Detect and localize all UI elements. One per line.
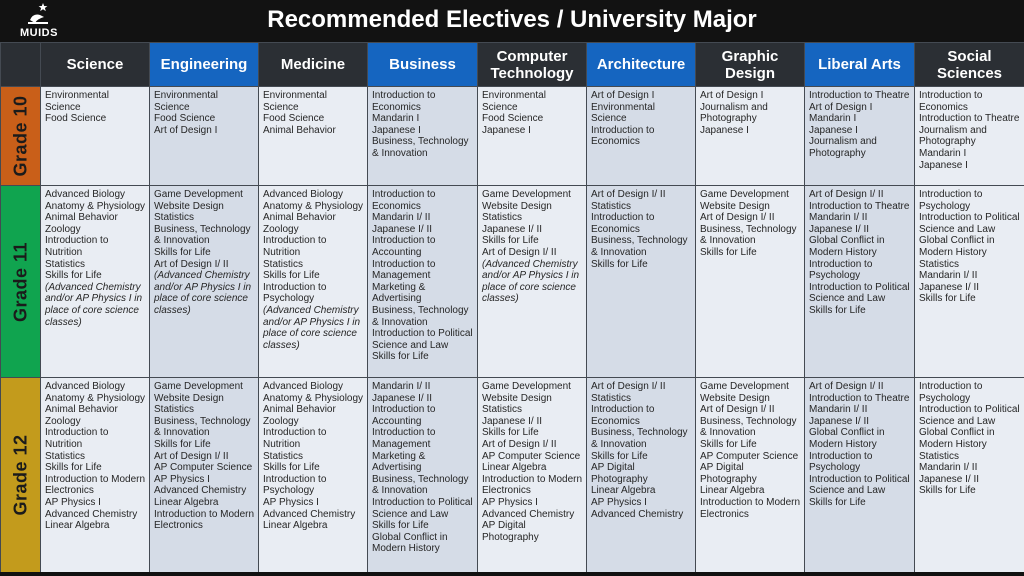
footer-bar xyxy=(0,572,1024,576)
course-item: Statistics xyxy=(482,212,523,224)
course-item: Mandarin I/ II xyxy=(372,212,431,224)
course-item: Statistics xyxy=(482,404,523,416)
course-item: Zoology xyxy=(45,415,81,427)
cell-grade11-architecture xyxy=(587,186,696,378)
course-item: Global Conflict in Modern History xyxy=(372,531,448,555)
cell-grade12-graphic-design xyxy=(696,378,805,573)
course-item: Japanese I xyxy=(919,159,968,171)
course-item: Statistics xyxy=(263,450,304,462)
course-item: Advanced Chemistry xyxy=(154,485,247,497)
course-item: Advanced Chemistry xyxy=(482,508,575,520)
grade-11-text: Grade 11 xyxy=(10,241,30,322)
course-item: Introduction to Management xyxy=(372,427,436,450)
course-item: Business, Technology & Innovation xyxy=(700,223,797,247)
course-item: Art of Design I/ II xyxy=(700,212,775,224)
cell-grade10-medicine xyxy=(259,87,368,186)
course-item: Introduction to Economics xyxy=(919,90,983,113)
course-item: Introduction to Theatre xyxy=(809,392,910,404)
course-item: Business, Technology & Innovation xyxy=(372,304,469,328)
course-item: Introduction to Psychology xyxy=(263,281,327,305)
course-item: Skills for Life xyxy=(263,462,320,474)
course-item: Linear Algebra xyxy=(482,462,547,474)
course-item: Introduction to Nutrition xyxy=(45,427,109,450)
cell-grade12-medicine xyxy=(259,378,368,573)
course-item: Introduction to Management xyxy=(372,258,436,282)
course-item: Website Design xyxy=(482,392,552,404)
course-item: Global Conflict in Modern History xyxy=(809,235,885,258)
cell-grade11-computer-technology xyxy=(478,186,587,378)
course-item: Skills for Life xyxy=(591,258,648,270)
course-item: Business, Technology & Innovation xyxy=(700,415,797,439)
course-item: Skills for Life xyxy=(809,496,866,508)
course-item: Marketing & Advertising xyxy=(372,450,426,474)
course-item: Skills for Life xyxy=(372,520,429,532)
grade-12-text: Grade 12 xyxy=(10,434,30,516)
course-item: Introduction to Economics xyxy=(591,404,655,427)
course-item: Linear Algebra xyxy=(263,520,328,532)
course-item: Game Development xyxy=(154,381,243,392)
course-item: Game Development xyxy=(154,189,243,200)
course-item: AP Physics I xyxy=(482,496,538,508)
course-item: Website Design xyxy=(700,392,770,404)
grade-12-label xyxy=(1,378,41,573)
course-item: Advanced Biology xyxy=(45,189,126,200)
course-item: Art of Design I/ II xyxy=(482,246,557,258)
course-item: Environmental Science xyxy=(482,90,546,113)
column-header-social-sciences: Social Sciences xyxy=(915,43,1024,87)
course-item: Environmental Science xyxy=(591,101,655,125)
course-item: Introduction to Political Science and Law xyxy=(919,404,1020,427)
course-item: Skills for Life xyxy=(45,270,102,282)
course-item: Zoology xyxy=(263,223,299,235)
course-item: Food Science xyxy=(45,113,107,125)
grade-11-label xyxy=(1,186,41,378)
course-item: Art of Design I xyxy=(154,124,218,136)
course-item: Animal Behavior xyxy=(45,212,118,224)
course-item: Advanced Biology xyxy=(263,381,344,392)
column-header-engineering: Engineering xyxy=(150,43,259,87)
course-item: Introduction to Nutrition xyxy=(263,235,327,258)
course-item: Introduction to Psychology xyxy=(263,473,327,497)
course-item: AP Computer Science xyxy=(700,450,799,462)
course-item: Japanese I/ II xyxy=(809,223,870,235)
course-item: Introduction to Economics xyxy=(372,90,436,113)
course-item: Skills for Life xyxy=(154,438,211,450)
column-header-science: Science xyxy=(41,43,150,87)
course-item: Game Development xyxy=(700,189,789,200)
course-item: Marketing & Advertising xyxy=(372,281,426,305)
course-item: Food Science xyxy=(263,113,325,125)
course-item: AP Physics I xyxy=(45,496,101,508)
cell-grade10-architecture xyxy=(587,87,696,186)
course-item: Introduction to Modern Electronics xyxy=(482,473,583,497)
column-header-liberal-arts: Liberal Arts xyxy=(805,43,915,87)
course-item: Animal Behavior xyxy=(45,404,118,416)
grade-10-text: Grade 10 xyxy=(10,95,30,177)
course-item: Japanese I/ II xyxy=(919,281,980,293)
cell-grade12-liberal-arts xyxy=(805,378,915,573)
course-item: Introduction to Modern Electronics xyxy=(45,473,146,497)
course-item: Skills for Life xyxy=(154,246,211,258)
course-item: Introduction to Political Science and Law xyxy=(809,473,910,497)
course-item: Linear Algebra xyxy=(700,485,765,497)
course-item: Skills for Life xyxy=(45,462,102,474)
course-item: Introduction to Political Science and Law xyxy=(372,496,473,520)
course-item: Game Development xyxy=(482,381,571,392)
course-item: Japanese I/ II xyxy=(372,392,433,404)
course-item: Animal Behavior xyxy=(263,404,336,416)
course-item: Business, Technology & Innovation xyxy=(591,427,688,450)
course-item: Skills for Life xyxy=(372,351,429,363)
course-item: Zoology xyxy=(263,415,299,427)
course-item: Mandarin I/ II xyxy=(372,381,431,392)
grade-10-label xyxy=(1,87,41,186)
course-item: Business, Technology & Innovation xyxy=(372,473,469,497)
course-item: Advanced Chemistry xyxy=(263,508,356,520)
page-header xyxy=(0,0,1024,42)
course-item: Global Conflict in Modern History xyxy=(919,235,995,258)
course-item: Statistics xyxy=(591,200,632,212)
cell-grade10-science xyxy=(41,87,150,186)
course-item: Skills for Life xyxy=(482,427,539,439)
course-item: Food Science xyxy=(482,113,544,125)
grade-12-row xyxy=(1,378,1024,573)
course-item: Japanese I/ II xyxy=(809,415,870,427)
cell-grade12-engineering xyxy=(150,378,259,573)
course-item: Statistics xyxy=(45,258,86,270)
course-item: Mandarin I/ II xyxy=(809,404,868,416)
course-item: Business, Technology & Innovation xyxy=(372,136,469,159)
column-header-graphic-design: Graphic Design xyxy=(696,43,805,87)
course-item: Art of Design I/ II xyxy=(809,381,884,392)
course-item: Japanese I xyxy=(809,124,858,136)
course-item: Mandarin I/ II xyxy=(919,462,978,474)
course-item: Anatomy & Physiology xyxy=(45,392,146,404)
course-item: Introduction to Political Science and Law xyxy=(919,212,1020,235)
course-item: Animal Behavior xyxy=(263,212,336,224)
course-item: Art of Design I/ II xyxy=(154,450,229,462)
cell-grade10-social-sciences xyxy=(915,87,1024,186)
cell-grade11-graphic-design xyxy=(696,186,805,378)
course-item: Business, Technology & Innovation xyxy=(154,415,251,439)
course-item: Art of Design I xyxy=(809,101,873,113)
course-item: Introduction to Modern Electronics xyxy=(154,508,255,532)
course-item: Global Conflict in Modern History xyxy=(919,427,995,450)
course-item: Environmental Science xyxy=(154,90,218,113)
cell-grade12-social-sciences xyxy=(915,378,1024,573)
course-item: Anatomy & Physiology xyxy=(45,200,146,212)
course-item: Statistics xyxy=(263,258,304,270)
course-item: Art of Design I xyxy=(591,90,655,101)
cell-grade11-medicine xyxy=(259,186,368,378)
course-item: Website Design xyxy=(154,200,224,212)
course-item: Advanced Biology xyxy=(45,381,126,392)
course-item: Japanese I/ II xyxy=(372,223,433,235)
course-item: Zoology xyxy=(45,223,81,235)
course-item: AP Computer Science xyxy=(482,450,581,462)
course-item: Statistics xyxy=(154,404,195,416)
course-note: (Advanced Chemistry and/or AP Physics I in place of core science classes) xyxy=(45,281,143,328)
course-item: Introduction to Theatre xyxy=(919,113,1020,125)
course-item: Introduction to Accounting xyxy=(372,404,436,427)
course-item: Introduction to Psychology xyxy=(919,189,983,212)
course-item: Journalism and Photography xyxy=(809,136,877,159)
course-item: AP Physics I xyxy=(263,496,319,508)
course-item: Introduction to Modern Electronics xyxy=(700,496,801,520)
course-item: Mandarin I xyxy=(372,113,420,125)
corner-cell xyxy=(1,43,41,87)
grade-11-row xyxy=(1,186,1024,378)
course-item: AP Computer Science xyxy=(154,462,253,474)
course-item: Skills for Life xyxy=(263,270,320,282)
course-item: Introduction to Theatre xyxy=(809,200,910,212)
course-item: Introduction to Psychology xyxy=(809,258,873,282)
course-item: Mandarin I/ II xyxy=(919,270,978,282)
course-item: Advanced Chemistry xyxy=(591,508,684,520)
course-item: Skills for Life xyxy=(809,304,866,316)
course-item: Anatomy & Physiology xyxy=(263,200,364,212)
course-item: Introduction to Political Science and Law xyxy=(372,328,473,351)
course-item: Mandarin I/ II xyxy=(809,212,868,224)
course-item: Japanese I xyxy=(700,124,749,136)
course-item: AP Physics I xyxy=(154,473,210,485)
column-header-computer-technology: Computer Technology xyxy=(478,43,587,87)
page-title: Recommended Electives / University Major xyxy=(267,6,757,33)
course-item: Skills for Life xyxy=(919,293,976,305)
course-item: Mandarin I xyxy=(809,113,857,125)
course-item: Japanese I/ II xyxy=(919,473,980,485)
course-item: Environmental Science xyxy=(45,90,109,113)
course-item: Introduction to Nutrition xyxy=(263,427,327,450)
course-item: Skills for Life xyxy=(700,438,757,450)
course-item: Game Development xyxy=(482,189,571,200)
course-item: Website Design xyxy=(154,392,224,404)
cell-grade10-graphic-design xyxy=(696,87,805,186)
course-item: Advanced Biology xyxy=(263,189,344,200)
course-item: Website Design xyxy=(700,200,770,212)
column-header-medicine: Medicine xyxy=(259,43,368,87)
course-item: Introduction to Theatre xyxy=(809,90,910,101)
cell-grade11-science xyxy=(41,186,150,378)
course-item: AP Digital Photography xyxy=(482,520,539,543)
column-header-architecture: Architecture xyxy=(587,43,696,87)
course-note: (Advanced Chemistry and/or AP Physics I in place of core science classes) xyxy=(482,258,580,305)
course-item: Advanced Chemistry xyxy=(45,508,138,520)
course-item: Statistics xyxy=(45,450,86,462)
cell-grade10-engineering xyxy=(150,87,259,186)
course-item: Art of Design I/ II xyxy=(482,438,557,450)
course-item: Art of Design I/ II xyxy=(591,189,666,200)
cell-grade12-computer-technology xyxy=(478,378,587,573)
cell-grade10-liberal-arts xyxy=(805,87,915,186)
course-item: Introduction to Economics xyxy=(591,124,655,148)
course-item: Japanese I/ II xyxy=(482,415,543,427)
course-item: Website Design xyxy=(482,200,552,212)
course-item: Art of Design I/ II xyxy=(154,258,229,270)
cell-grade12-business xyxy=(368,378,478,573)
course-item: Introduction to Nutrition xyxy=(45,235,109,258)
electives-table xyxy=(0,42,1024,573)
course-item: Japanese I/ II xyxy=(482,223,543,235)
course-item: Art of Design I/ II xyxy=(591,381,666,392)
course-item: Environmental Science xyxy=(263,90,327,113)
cell-grade11-business xyxy=(368,186,478,378)
column-header-row xyxy=(1,43,1024,87)
course-item: Introduction to Accounting xyxy=(372,235,436,258)
course-item: Journalism and Photography xyxy=(919,124,987,148)
course-item: Skills for Life xyxy=(700,246,757,258)
cell-grade11-liberal-arts xyxy=(805,186,915,378)
course-item: Art of Design I/ II xyxy=(700,404,775,416)
course-item: Business, Technology & Innovation xyxy=(591,235,688,258)
course-item: Skills for Life xyxy=(591,450,648,462)
course-item: AP Physics I xyxy=(591,496,647,508)
course-item: Linear Algebra xyxy=(591,485,656,497)
cell-grade12-science xyxy=(41,378,150,573)
course-item: Introduction to Economics xyxy=(372,189,436,212)
course-item: Animal Behavior xyxy=(263,124,336,136)
course-item: Art of Design I xyxy=(700,90,764,101)
course-note: (Advanced Chemistry and/or AP Physics I in place of core science classes) xyxy=(263,304,361,351)
course-item: Japanese I xyxy=(372,124,421,136)
course-item: Statistics xyxy=(591,392,632,404)
course-item: Art of Design I/ II xyxy=(809,189,884,200)
cell-grade11-social-sciences xyxy=(915,186,1024,378)
course-item: Introduction to Political Science and Law xyxy=(809,281,910,305)
cell-grade10-business xyxy=(368,87,478,186)
course-item: Linear Algebra xyxy=(154,496,219,508)
course-item: Food Science xyxy=(154,113,216,125)
course-item: Japanese I xyxy=(482,124,531,136)
course-item: AP Digital Photography xyxy=(591,462,648,485)
course-note: (Advanced Chemistry and/or AP Physics I in place of core science classes) xyxy=(154,270,252,316)
course-item: Mandarin I xyxy=(919,147,967,159)
column-header-business: Business xyxy=(368,43,478,87)
course-item: Statistics xyxy=(154,212,195,224)
course-item: Global Conflict in Modern History xyxy=(809,427,885,450)
course-item: Anatomy & Physiology xyxy=(263,392,364,404)
course-item: Business, Technology & Innovation xyxy=(154,223,251,247)
course-item: Journalism and Photography xyxy=(700,101,768,125)
course-item: Linear Algebra xyxy=(45,520,110,532)
course-item: Skills for Life xyxy=(919,485,976,497)
course-item: AP Digital Photography xyxy=(700,462,757,485)
logo-text: MUIDS xyxy=(20,27,58,39)
course-item: Introduction to Psychology xyxy=(919,381,983,404)
course-item: Skills for Life xyxy=(482,235,539,247)
grade-10-row xyxy=(1,87,1024,186)
course-item: Statistics xyxy=(919,258,960,270)
cell-grade12-architecture xyxy=(587,378,696,573)
course-item: Introduction to Psychology xyxy=(809,450,873,474)
cell-grade11-engineering xyxy=(150,186,259,378)
course-item: Game Development xyxy=(700,381,789,392)
course-item: Introduction to Economics xyxy=(591,212,655,235)
course-item: Statistics xyxy=(919,450,960,462)
cell-grade10-computer-technology xyxy=(478,87,587,186)
